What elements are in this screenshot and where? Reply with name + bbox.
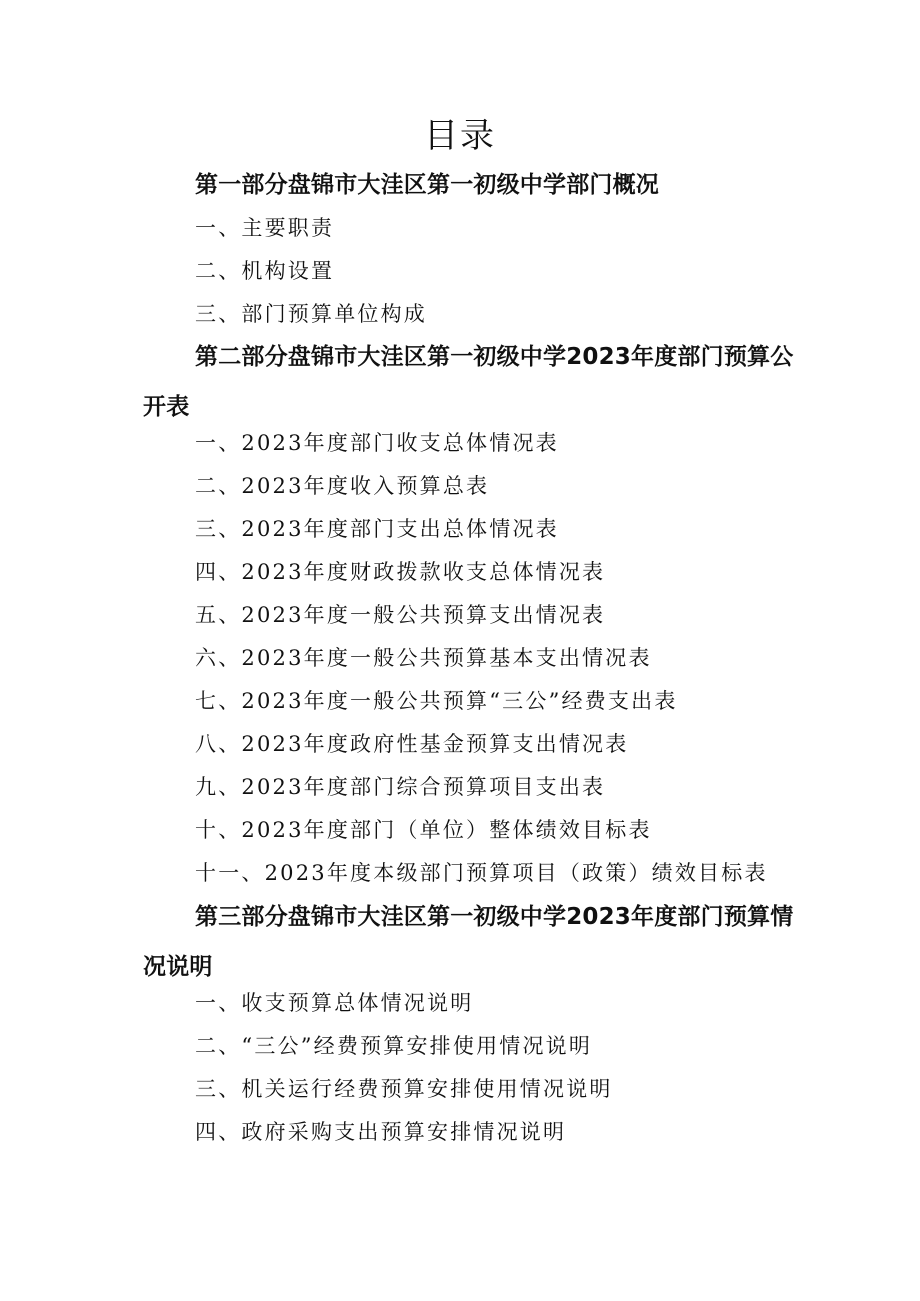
toc-item: 六、2023年度一般公共预算基本支出情况表 bbox=[195, 646, 652, 670]
toc-item: 四、2023年度财政拨款收支总体情况表 bbox=[195, 560, 606, 584]
part3-heading: 第三部分盘锦市大洼区第一初级中学2023年度部门预算情况说明 bbox=[143, 904, 794, 980]
toc-item: 七、2023年度一般公共预算“三公”经费支出表 bbox=[195, 689, 678, 713]
toc-item: 二、机构设置 bbox=[195, 259, 335, 283]
toc-item: 八、2023年度政府性基金预算支出情况表 bbox=[195, 732, 629, 756]
toc-item: 一、2023年度部门收支总体情况表 bbox=[195, 431, 559, 455]
page-title: 目录 bbox=[424, 116, 496, 156]
part1-heading: 第一部分盘锦市大洼区第一初级中学部门概况 bbox=[195, 172, 659, 198]
toc-item: 十一、2023年度本级部门预算项目（政策）绩效目标表 bbox=[195, 861, 768, 885]
part2-heading: 第二部分盘锦市大洼区第一初级中学2023年度部门预算公开表 bbox=[143, 344, 794, 420]
toc-item: 九、2023年度部门综合预算项目支出表 bbox=[195, 775, 606, 799]
toc-item: 五、2023年度一般公共预算支出情况表 bbox=[195, 603, 606, 627]
toc-item: 三、机关运行经费预算安排使用情况说明 bbox=[195, 1077, 613, 1101]
toc-item: 三、部门预算单位构成 bbox=[195, 302, 427, 326]
toc-item: 一、收支预算总体情况说明 bbox=[195, 991, 474, 1015]
toc-item: 四、政府采购支出预算安排情况说明 bbox=[195, 1120, 567, 1144]
toc-item: 一、主要职责 bbox=[195, 216, 335, 240]
toc-item: 三、2023年度部门支出总体情况表 bbox=[195, 517, 559, 541]
toc-item: 十、2023年度部门（单位）整体绩效目标表 bbox=[195, 818, 652, 842]
toc-item: 二、2023年度收入预算总表 bbox=[195, 474, 490, 498]
toc-item: 二、“三公”经费预算安排使用情况说明 bbox=[195, 1034, 593, 1058]
